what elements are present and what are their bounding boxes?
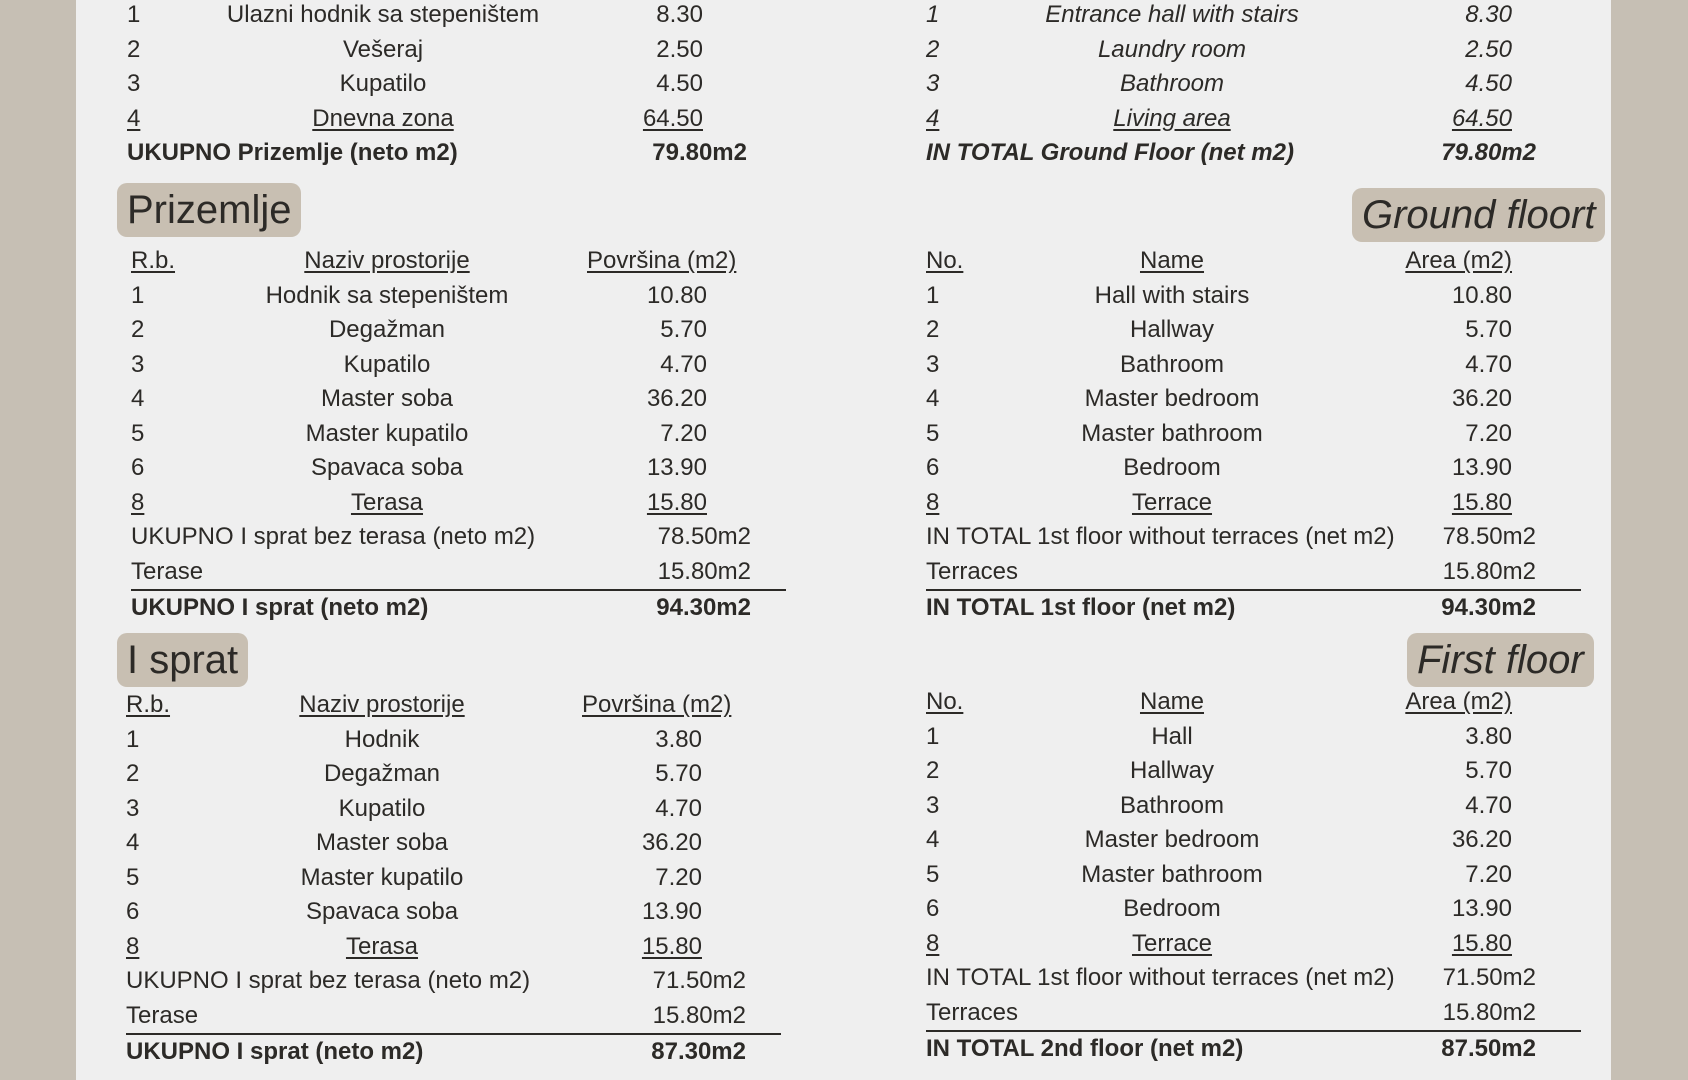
table-row: 8 Terrace 15.80 [926, 929, 1512, 957]
table-row: 1 Ulazni hodnik sa stepeništem 8.30 [127, 1, 703, 28]
total-row: UKUPNO I sprat (neto m2) 94.30m2 [131, 594, 751, 621]
table-header: No. Name Area (m2) [926, 688, 1512, 715]
table-row: 4 Master soba 36.20 [126, 829, 702, 856]
table-row: 1 Hall 3.80 [926, 722, 1512, 750]
table-row: 4 Living area 64.50 [926, 104, 1512, 132]
summary-row: Terase 15.80m2 [131, 555, 786, 592]
table-row: 3 Bathroom 4.50 [926, 70, 1512, 97]
table-row: 5 Master bathroom 7.20 [926, 860, 1512, 888]
section-tab-i-sprat: I sprat [117, 633, 248, 687]
table-row: 4 Dnevna zona 64.50 [127, 104, 703, 132]
summary-row: UKUPNO I sprat bez terasa (neto m2) 78.50m2 [131, 523, 751, 550]
table-row: 6 Spavaca soba 13.90 [131, 454, 707, 481]
table-row: 2 Hallway 5.70 [926, 757, 1512, 784]
table-row: 5 Master bathroom 7.20 [926, 419, 1512, 447]
table-row: 5 Master kupatilo 7.20 [131, 419, 707, 447]
table-row: 2 Degažman 5.70 [126, 760, 702, 787]
table-row: 6 Spavaca soba 13.90 [126, 898, 702, 925]
table-row: 3 Bathroom 4.70 [926, 791, 1512, 819]
table-header: No. Name Area (m2) [926, 247, 1512, 274]
table-row: 3 Kupatilo 4.70 [131, 350, 707, 378]
table-row: 1 Hall with stairs 10.80 [926, 281, 1512, 309]
table-header: R.b. Naziv prostorije Površina (m2) [126, 691, 732, 718]
summary-row: UKUPNO I sprat bez terasa (neto m2) 71.50m2 [126, 967, 746, 994]
table-row: 2 Hallway 5.70 [926, 316, 1512, 343]
table-row: 3 Kupatilo 4.70 [126, 794, 702, 822]
total-row: UKUPNO Prizemlje (neto m2) 79.80m2 [127, 139, 747, 166]
table-row: 3 Bathroom 4.70 [926, 350, 1512, 378]
summary-row: IN TOTAL 1st floor without terraces (net m2) 71.50m2 [926, 964, 1536, 991]
first-floor-table-en [926, 685, 1646, 1067]
table-row: 1 Entrance hall with stairs 8.30 [926, 1, 1512, 28]
table-row: 1 Hodnik 3.80 [126, 725, 702, 753]
table-row: 8 Terasa 15.80 [131, 488, 707, 516]
table-row: 2 Laundry room 2.50 [926, 35, 1512, 63]
section-tab-first-floor: First floor [1407, 633, 1594, 687]
table-row: 4 Master bedroom 36.20 [926, 826, 1512, 853]
total-row: IN TOTAL 1st floor (net m2) 94.30m2 [926, 594, 1536, 621]
section-tab-prizemlje: Prizemlje [117, 183, 301, 237]
ground-floor-table-en [926, 244, 1646, 626]
table-row: 8 Terrace 15.80 [926, 488, 1512, 516]
table-row: 5 Master kupatilo 7.20 [126, 863, 702, 891]
summary-row: IN TOTAL 1st floor without terraces (net m2) 78.50m2 [926, 523, 1536, 550]
ground-floor-table-en-top [926, 0, 1646, 171]
summary-row: Terraces 15.80m2 [926, 996, 1581, 1033]
ground-floor-table-sr-top [127, 0, 847, 171]
summary-row: Terraces 15.80m2 [926, 555, 1581, 592]
table-row: 4 Master bedroom 36.20 [926, 385, 1512, 412]
table-row: 6 Bedroom 13.90 [926, 454, 1512, 481]
table-row: 2 Degažman 5.70 [131, 316, 707, 343]
total-row: IN TOTAL 2nd floor (net m2) 87.50m2 [926, 1035, 1536, 1062]
total-row: IN TOTAL Ground Floor (net m2) 79.80m2 [926, 139, 1536, 166]
first-floor-table-sr [126, 688, 846, 1070]
summary-row: Terase 15.80m2 [126, 999, 781, 1036]
table-row: 6 Bedroom 13.90 [926, 895, 1512, 922]
table-row: 2 Vešeraj 2.50 [127, 35, 703, 63]
total-row: UKUPNO I sprat (neto m2) 87.30m2 [126, 1038, 746, 1065]
table-row: 8 Terasa 15.80 [126, 932, 702, 960]
table-row: 4 Master soba 36.20 [131, 385, 707, 412]
table-header: R.b. Naziv prostorije Površina (m2) [131, 247, 737, 274]
table-row: 1 Hodnik sa stepeništem 10.80 [131, 281, 707, 309]
ground-floor-table-sr [131, 244, 851, 626]
table-row: 3 Kupatilo 4.50 [127, 70, 703, 97]
section-tab-ground-floor: Ground floort [1352, 188, 1605, 242]
